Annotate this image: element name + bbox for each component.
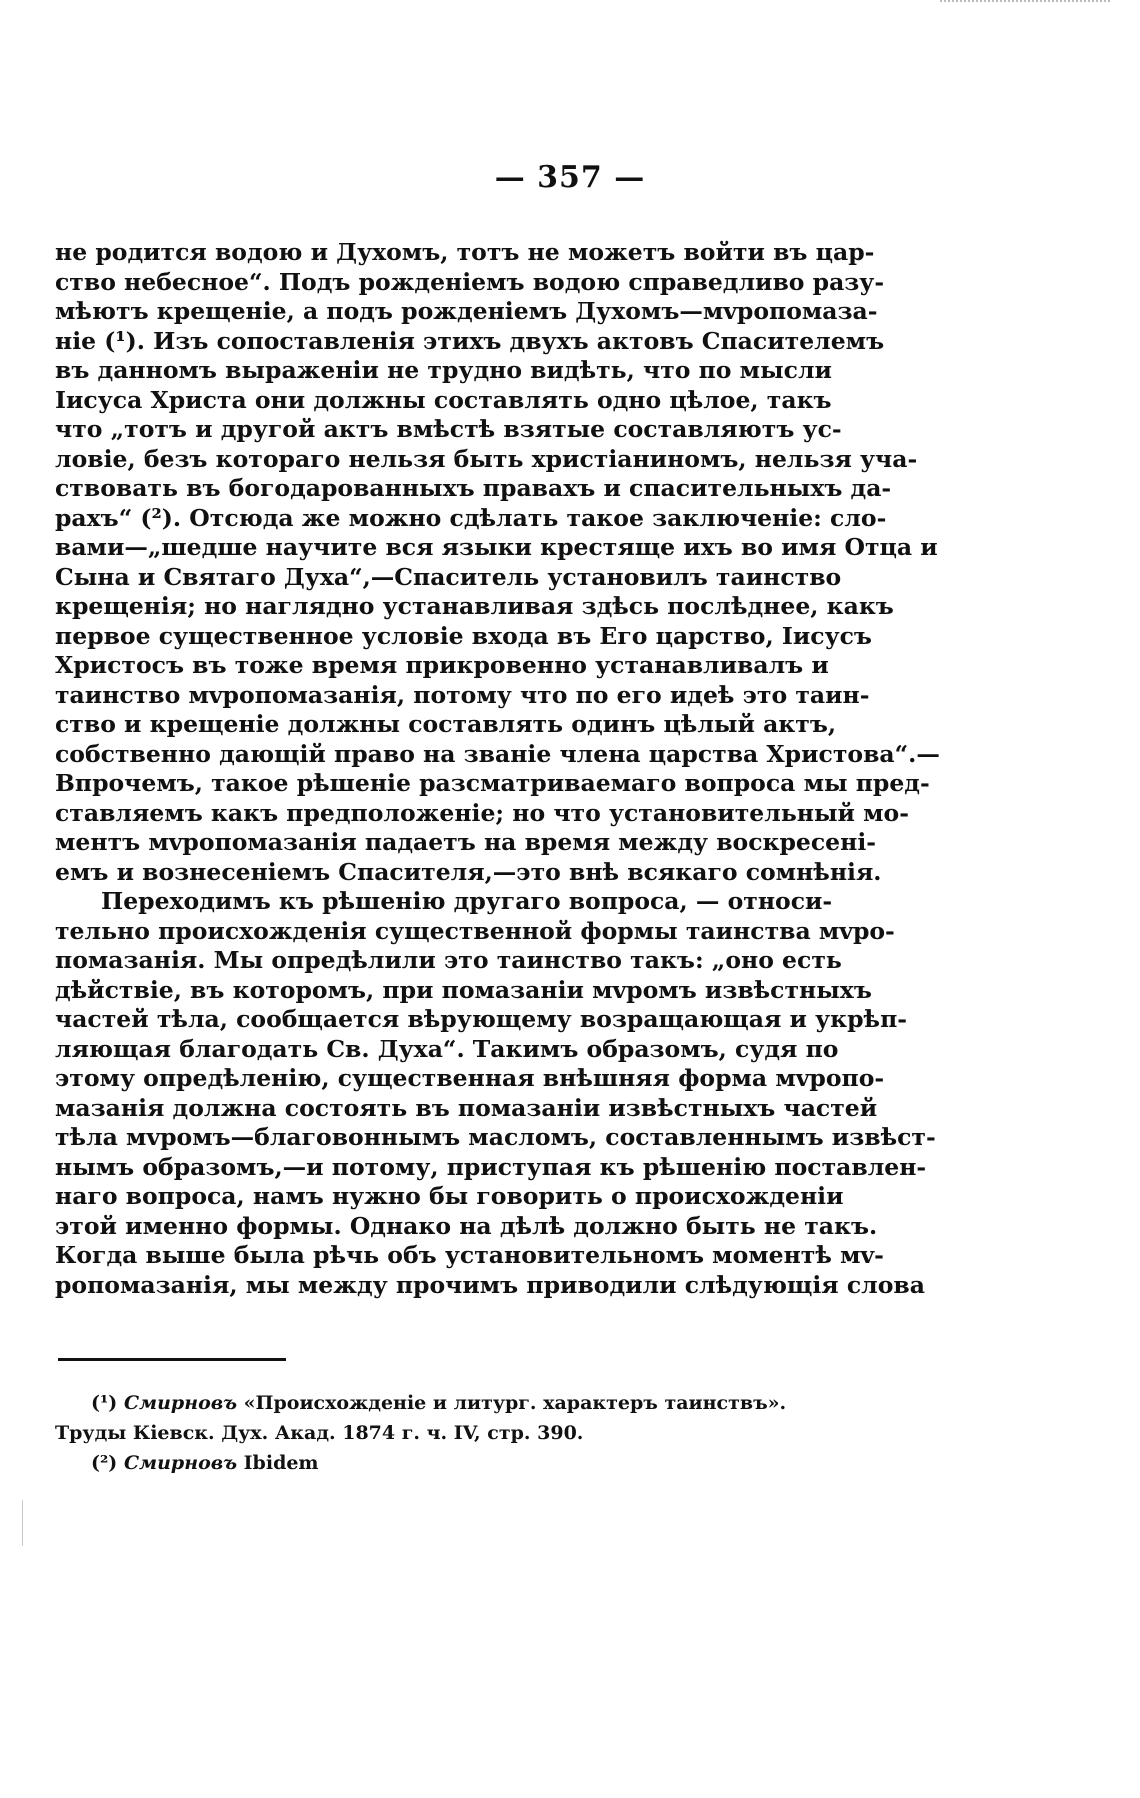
text-line: емъ и вознесеніемъ Спасителя,—это внѣ всякаго сомнѣнія.: [55, 857, 882, 886]
text-line: ствовать въ богодарованныхъ правахъ и спасительныхъ да-: [55, 474, 892, 502]
footnotes: [55, 1388, 817, 1478]
text-line: ляющая благодать Св. Духа“. Такимъ образомъ, судя по: [55, 1034, 839, 1063]
text-line: Сына и Святаго Духа“,—Спаситель установилъ таинство: [55, 562, 842, 591]
text-line: Впрочемъ, такое рѣшеніе разсматриваемаго вопроса мы пред-: [55, 769, 930, 797]
text-line: въ данномъ выраженіи не трудно видѣть, что по мысли: [55, 356, 832, 384]
text-line: первое существенное условіе входа въ Его царство, Іисусъ: [55, 621, 872, 650]
text-line: ставляемъ какъ предположеніе; но что установительный мо-: [55, 798, 909, 827]
text-line: тѣла мvромъ—благовоннымъ масломъ, составленнымъ извѣст-: [55, 1123, 936, 1151]
text-line: ропомазанія, мы между прочимъ приводили слѣдующія слова: [55, 1270, 925, 1299]
scan-margin-mark: [22, 1500, 23, 1546]
scan-edge-mark: [940, 0, 1110, 6]
footnote-2-author: Смирновъ: [123, 1452, 238, 1474]
text-line: Іисуса Христа они должны составлять одно цѣлое, такъ: [55, 385, 832, 414]
text-line: тельно происхожденія существенной формы таинства мvро-: [55, 916, 895, 945]
text-line: что „тотъ и другой актъ вмѣстѣ взятые составляютъ ус-: [55, 415, 842, 443]
footnote-1: [55, 1388, 817, 1418]
footnote-1-title: «Происхожденіе и литург. характеръ таинствъ».: [243, 1392, 787, 1414]
footnote-1-continuation: Труды Кіевск. Дух. Акад. 1874 г. ч. IV, стр. 390.: [55, 1422, 584, 1444]
text-line: помазанія. Мы опредѣлили это таинство такъ: „оно есть: [55, 946, 842, 974]
body-text: [55, 238, 940, 1300]
text-line: этой именно формы. Однако на дѣлѣ должно быть не такъ.: [55, 1211, 878, 1240]
text-line: мазанія должна состоять въ помазаніи извѣстныхъ частей: [55, 1093, 878, 1122]
text-line: крещенія; но наглядно устанавливая здѣсь послѣднее, какъ: [55, 592, 894, 620]
text-line: рахъ“ (²). Отсюда же можно сдѣлать такое заключеніе: сло-: [55, 503, 887, 532]
text-line: ство небесное“. Подъ рожденіемъ водою справедливо разу-: [55, 267, 885, 296]
text-line: Когда выше была рѣчь объ установительномъ моментѣ мv-: [55, 1241, 884, 1269]
text-line: ментъ мvропомазанія падаетъ на время между воскресені-: [55, 828, 877, 856]
text-line: ніе (¹). Изъ сопоставленія этихъ двухъ актовъ Спасителемъ: [55, 326, 885, 355]
text-line: таинство мvропомазанія, потому что по его идеѣ это таин-: [55, 680, 870, 709]
text-line: мѣютъ крещеніе, а подъ рожденіемъ Духомъ—мvропомаза-: [55, 297, 878, 325]
text-line: не родится водою и Духомъ, тотъ не можетъ войти въ цар-: [55, 238, 875, 266]
text-line: дѣйствіе, въ которомъ, при помазаніи мvромъ извѣстныхъ: [55, 975, 872, 1004]
text-line: нымъ образомъ,—и потому, приступая къ рѣшенію поставлен-: [55, 1152, 927, 1181]
text-line: вами—„шедше научите вся языки крестяще ихъ во имя Отца и: [55, 533, 938, 561]
page-number: — 357 —: [494, 160, 646, 195]
footnote-2-text: Ibidem: [243, 1452, 319, 1474]
paragraph-start-line: Переходимъ къ рѣшенію другаго вопроса, — относи-: [101, 887, 833, 915]
text-line: этому опредѣленію, существенная внѣшняя форма мvропо-: [55, 1064, 885, 1092]
text-line: ство и крещеніе должны составлять одинъ цѣлый актъ,: [55, 710, 837, 738]
footnote-separator: [58, 1358, 286, 1361]
footnote-1-author: Смирновъ: [123, 1392, 238, 1414]
text-line: ловіе, безъ котораго нельзя быть христіаниномъ, нельзя уча-: [55, 444, 918, 473]
text-line: собственно дающій право на званіе члена царства Христова“.—: [55, 739, 940, 768]
text-line: Христосъ въ тоже время прикровенно устанавливалъ и: [55, 651, 829, 679]
text-line: частей тѣла, сообщается вѣрующему возращающая и укрѣп-: [55, 1005, 908, 1033]
footnote-1-marker: (¹): [91, 1392, 118, 1414]
footnote-2-marker: (²): [91, 1452, 118, 1474]
footnote-2: [55, 1448, 817, 1478]
text-line: наго вопроса, намъ нужно бы говорить о происхожденіи: [55, 1182, 844, 1210]
